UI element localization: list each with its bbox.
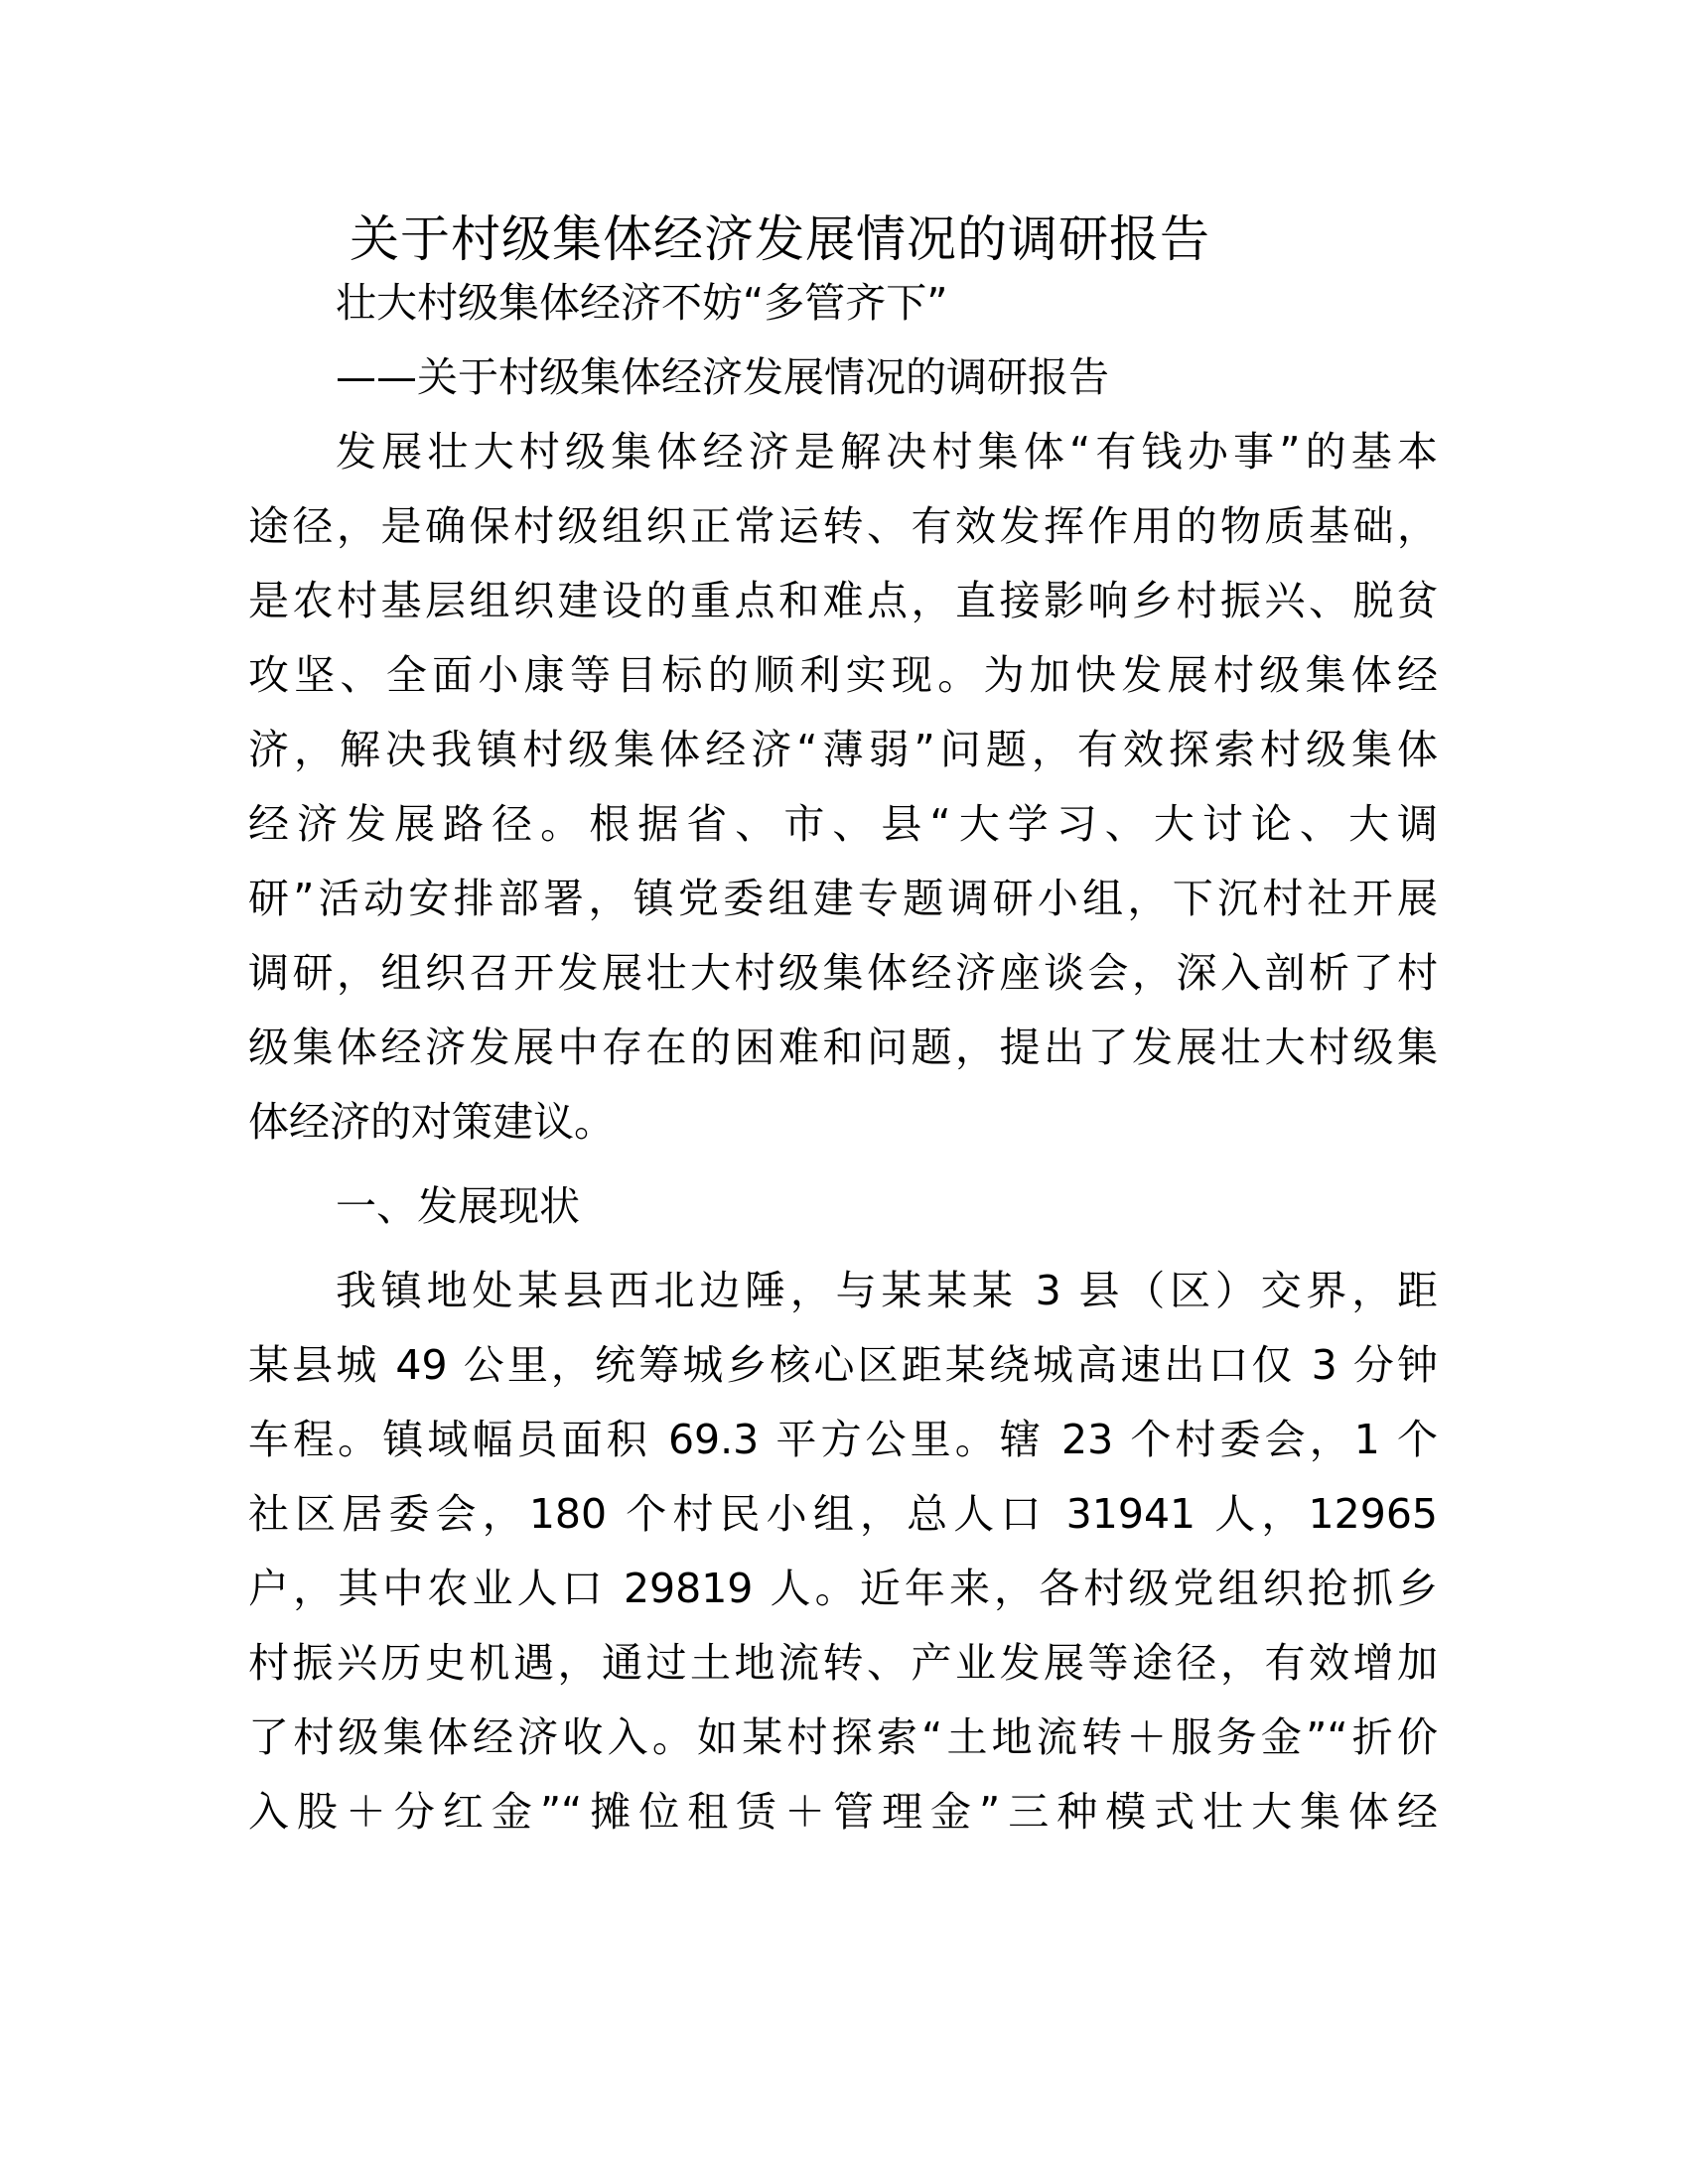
paragraph-line: 攻坚、全面小康等目标的顺利实现。为加快发展村级集体经: [248, 651, 1438, 699]
paragraph-line: 体经济的对策建议。: [248, 1098, 615, 1146]
paragraph-line: 了村级集体经济收入。如某村探索“土地流转＋服务金”“折价: [248, 1713, 1438, 1761]
paragraph-line: 入股＋分红金”“摊位租赁＋管理金”三种模式壮大集体经: [248, 1788, 1438, 1836]
paragraph-line: 经济发展路径。根据省、市、县“大学习、大讨论、大调: [248, 800, 1438, 848]
paragraph-line: 研”活动安排部署，镇党委组建专题调研小组，下沉村社开展: [248, 875, 1438, 922]
paragraph-line: 车程。镇域幅员面积 69.3 平方公里。辖 23 个村委会，1 个: [248, 1416, 1438, 1463]
document-title: 关于村级集体经济发展情况的调研报告: [350, 210, 1210, 268]
paragraph-line: 是农村基层组织建设的重点和难点，直接影响乡村振兴、脱贫: [248, 577, 1438, 624]
subtitle: 壮大村级集体经济不妨“多管齐下”: [336, 279, 948, 327]
section-heading: 一、发展现状: [336, 1182, 580, 1230]
paragraph-line: 社区居委会，180 个村民小组，总人口 31941 人，12965: [248, 1490, 1438, 1538]
paragraph-line: 某县城 49 公里，统筹城乡核心区距某绕城高速出口仅 3 分钟: [248, 1341, 1438, 1389]
subtitle-dash: ——关于村级集体经济发展情况的调研报告: [336, 353, 1109, 401]
paragraph-line: 途径，是确保村级组织正常运转、有效发挥作用的物质基础，: [248, 502, 1438, 550]
paragraph-line: 级集体经济发展中存在的困难和问题，提出了发展壮大村级集: [248, 1024, 1438, 1071]
paragraph-line: 户，其中农业人口 29819 人。近年来，各村级党组织抢抓乡: [248, 1565, 1438, 1612]
paragraph-line: 调研，组织召开发展壮大村级集体经济座谈会，深入剖析了村: [248, 949, 1438, 997]
paragraph-line: 发展壮大村级集体经济是解决村集体“有钱办事”的基本: [336, 428, 1438, 476]
paragraph-line: 村振兴历史机遇，通过土地流转、产业发展等途径，有效增加: [248, 1639, 1438, 1687]
paragraph-line: 我镇地处某县西北边陲，与某某某 3 县（区）交界，距: [336, 1267, 1438, 1314]
paragraph-line: 济，解决我镇村级集体经济“薄弱”问题，有效探索村级集体: [248, 726, 1438, 773]
